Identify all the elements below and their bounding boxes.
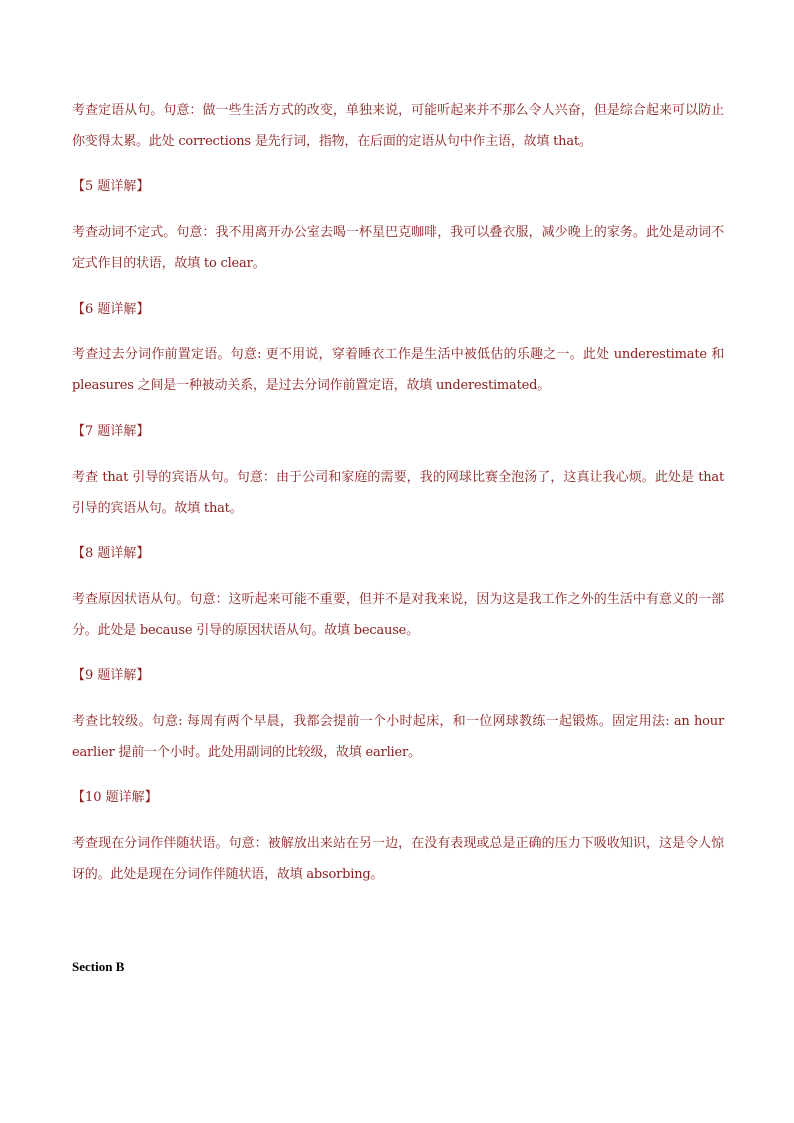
- question-10-heading: 【10 题详解】: [72, 790, 158, 805]
- question-9-heading: 【9 题详解】: [72, 668, 150, 683]
- question-6-heading: 【6 题详解】: [72, 302, 150, 317]
- answer-explanation-10: 考查现在分词作伴随状语。句意：被解放出来站在另一边，在没有表现或总是正确的压力下吸收知识，这是令人惊讶的。此处是现在分词作伴随状语，故填 absorbing。: [72, 836, 724, 882]
- answer-explanation-5: 考查动词不定式。句意：我不用离开办公室去喝一杯星巴克咖啡，我可以叠衣服，减少晚上的家务。此处是动词不定式作目的状语，故填 to clear。: [72, 225, 724, 271]
- question-5-heading: 【5 题详解】: [72, 179, 150, 194]
- answer-explanation-6: 考查过去分词作前置定语。句意: 更不用说，穿着睡衣工作是生活中被低估的乐趣之一。此处 underestimate 和 pleasures 之间是一种被动关系，是过去分词作前置定语，故填 underestimated。: [72, 347, 724, 393]
- answer-explanation-7: 考查 that 引导的宾语从句。句意：由于公司和家庭的需要，我的网球比赛全泡汤了，这真让我心烦。此处是 that 引导的宾语从句。故填 that。: [72, 470, 724, 516]
- question-8-heading: 【8 题详解】: [72, 546, 150, 561]
- section-b-heading: Section B: [72, 959, 125, 974]
- answer-explanation-9: 考查比较级。句意: 每周有两个早晨，我都会提前一个小时起床，和一位网球教练一起锻炼。固定用法: an hour earlier 提前一个小时。此处用副词的比较级，故填 earlier。: [72, 714, 724, 760]
- answer-explanation-8: 考查原因状语从句。句意：这听起来可能不重要，但并不是对我来说，因为这是我工作之外的生活中有意义的一部分。此处是 because 引导的原因状语从句。故填 because。: [72, 592, 724, 638]
- question-7-heading: 【7 题详解】: [72, 424, 150, 439]
- answer-explanation-4: 考查定语从句。句意：做一些生活方式的改变，单独来说，可能听起来并不那么令人兴奋，但是综合起来可以防止你变得太累。此处 corrections 是先行词，指物，在后面的定语从句中作主语，故填 that。: [72, 103, 724, 149]
